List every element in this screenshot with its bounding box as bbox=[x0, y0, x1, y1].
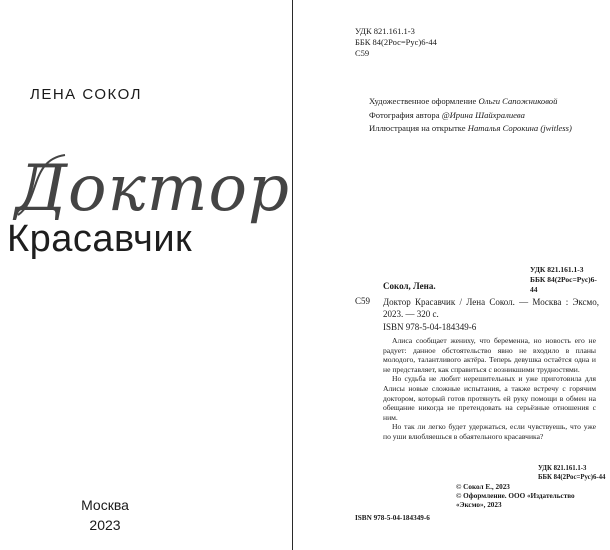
credit-line: Иллюстрация на открытке Наталья Сорокина (jwitless) bbox=[369, 123, 572, 133]
bibliographic-description: Доктор Красавчик / Лена Сокол. — Москва : Эксмо, 2023. — 320 с. bbox=[383, 297, 599, 319]
left-page bbox=[0, 0, 293, 550]
credit-line: Фотография автора @Ирина Шайхралиева bbox=[369, 109, 525, 120]
book-title: Красавчик bbox=[7, 218, 193, 260]
credits bbox=[369, 95, 572, 136]
card-author-mark: С59 bbox=[355, 296, 371, 306]
annotation-paragraph: Алиса сообщает жениху, что беременна, но новость его не радует: данное обстоятельство явно не входило в планы молодого, талантливого актёра. Теперь девушка остаётся одна и не представляет, как справиться с возникшими трудностями. bbox=[383, 336, 596, 374]
annotation-paragraph: Но судьба не любит нерешительных и уже приготовила для Алисы новые сложные испытания, а также встречу с горячим доктором, который готов протянуть ей руку помощи в обмен на обещание никогда не претендовать на серьёзные отношения с ним. bbox=[383, 374, 596, 422]
annotation-paragraph: Но так ли легко будет удержаться, если чувствуешь, что уже по уши влюбляешься в обаятельного красавчика? bbox=[383, 422, 596, 441]
copyright: © Сокол Е., 2023 © Оформление. ООО «Издательство «Эксмо», 2023 bbox=[456, 483, 575, 509]
author-name: ЛЕНА СОКОЛ bbox=[30, 86, 142, 103]
publication-city: Москва bbox=[81, 497, 129, 513]
classification-codes bbox=[355, 26, 437, 59]
publication-year: 2023 bbox=[89, 517, 121, 533]
card-codes: УДК 821.161.1-3 ББК 84(2Рос=Рус)6-44 bbox=[530, 265, 597, 294]
annotation bbox=[383, 336, 596, 442]
isbn-bottom: ISBN 978-5-04-184349-6 bbox=[355, 514, 430, 522]
isbn-card: ISBN 978-5-04-184349-6 bbox=[383, 322, 477, 332]
author-mark: С59 bbox=[355, 48, 370, 58]
udk-code: УДК 821.161.1-3 bbox=[355, 26, 415, 36]
catalog-main-entry: Сокол, Лена. bbox=[383, 281, 436, 291]
credit-line: Художественное оформление Ольги Сапожниковой bbox=[369, 96, 558, 106]
title-script-text: Доктор bbox=[15, 152, 290, 226]
right-page bbox=[293, 0, 610, 550]
bbk-code: ББК 84(2Рос=Рус)6-44 bbox=[355, 37, 437, 47]
bottom-codes: УДК 821.161.1-3 ББК 84(2Рос=Рус)6-44 bbox=[538, 465, 606, 481]
